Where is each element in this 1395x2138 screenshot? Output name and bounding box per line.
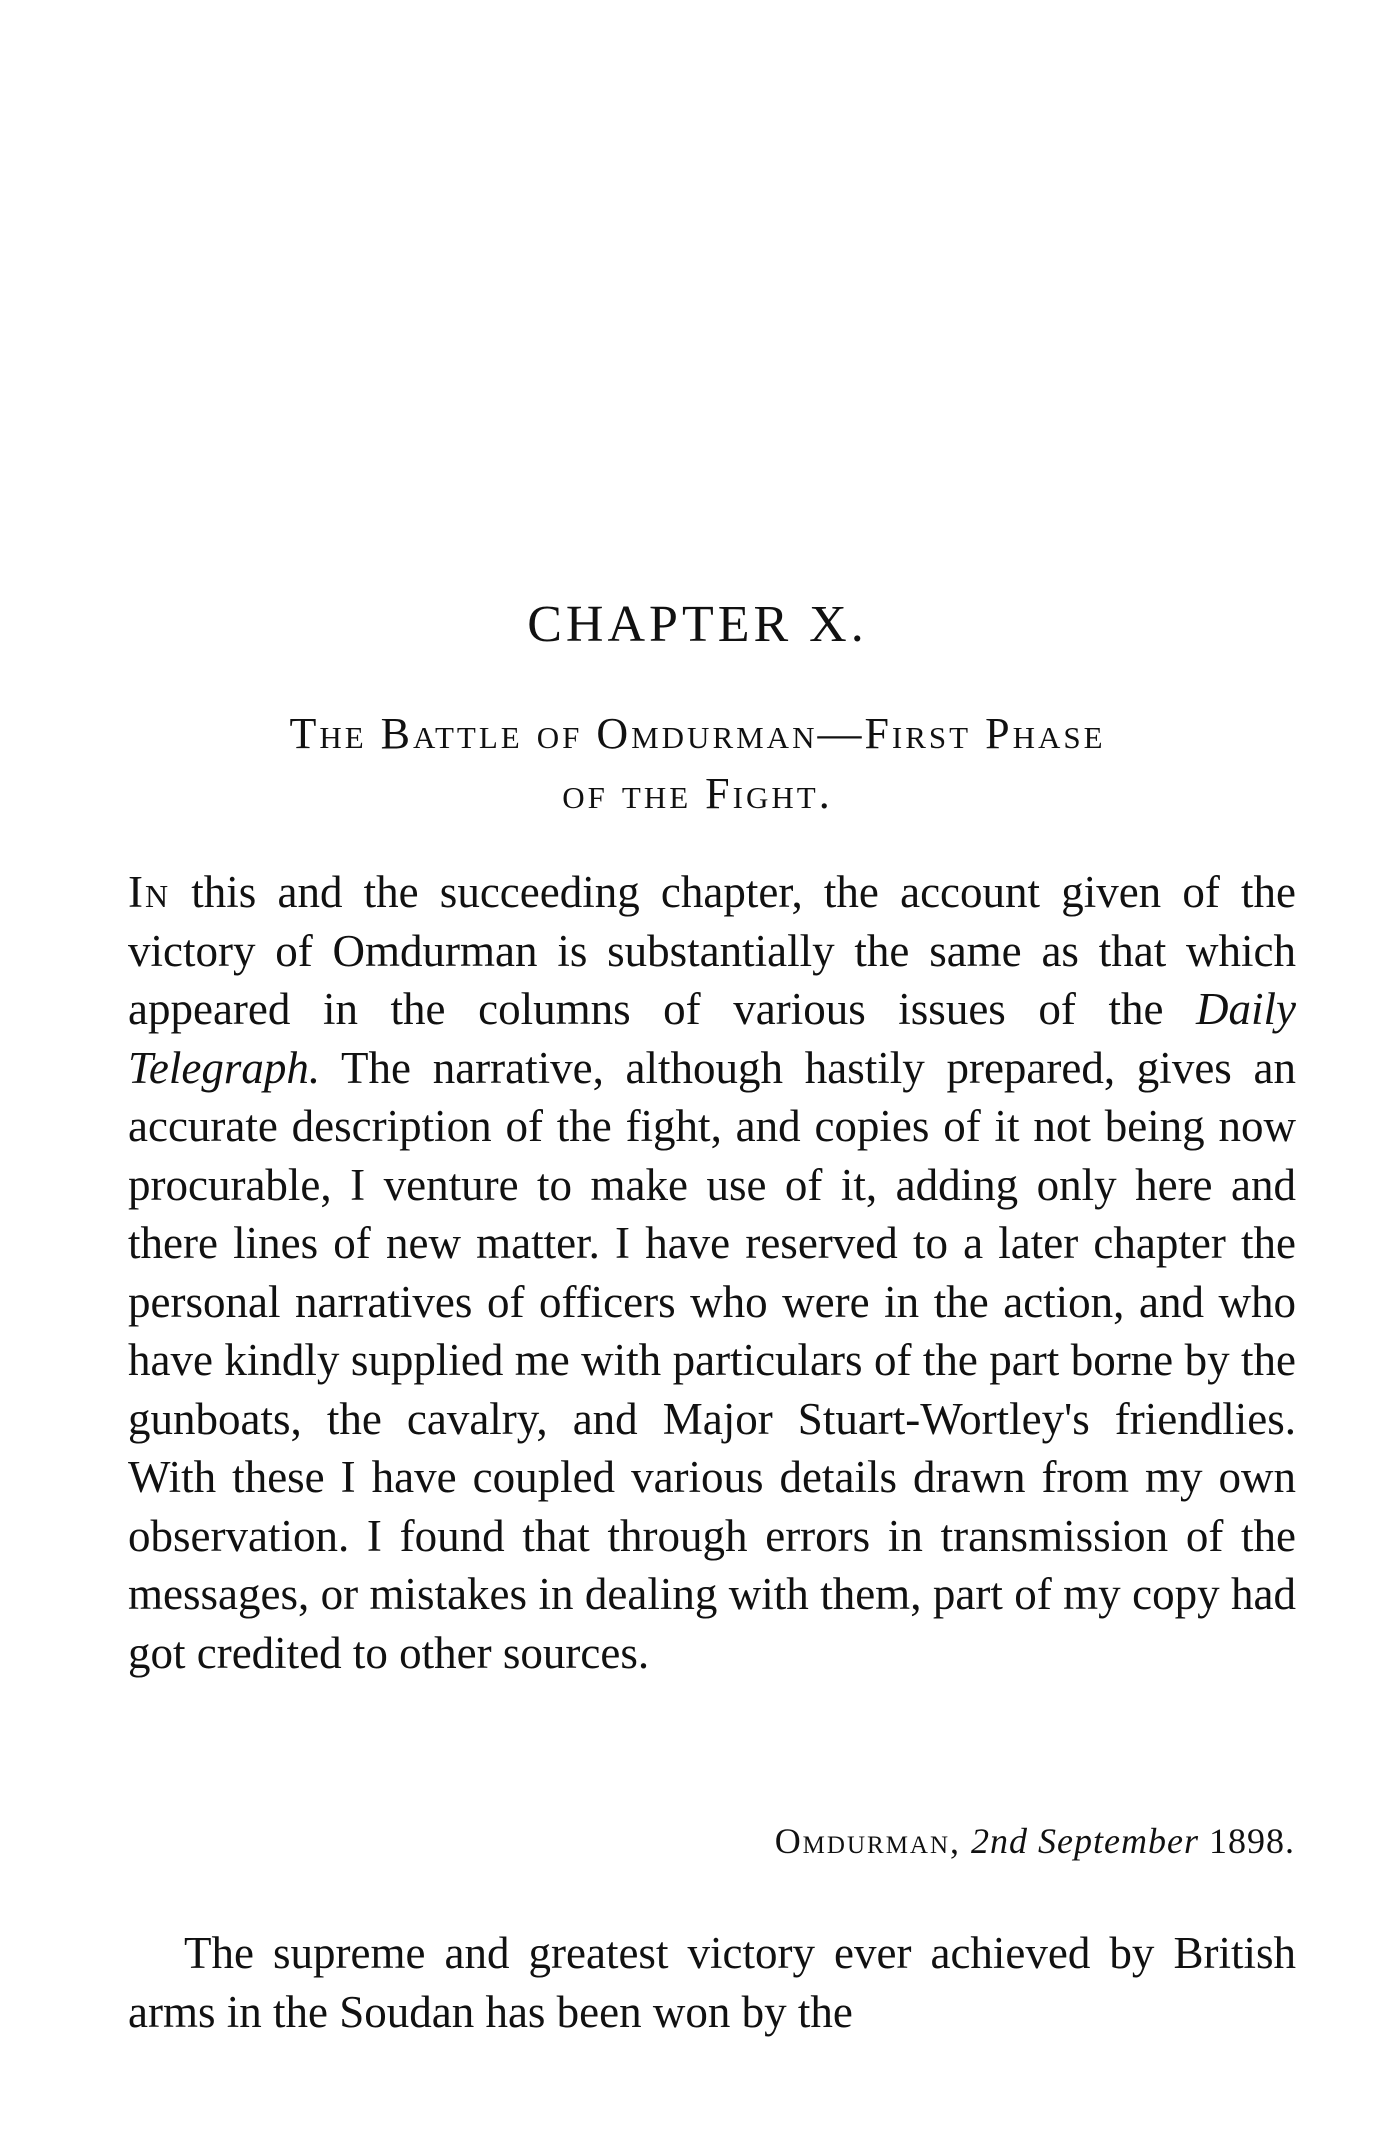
dateline (775, 1820, 1295, 1862)
dateline-place: Omdurman, (774, 1821, 962, 1861)
chapter-subtitle-line-1: The Battle of Omdurman—First Phase (289, 709, 1106, 758)
dateline-year: 1898. (1209, 1821, 1295, 1861)
dispatch-paragraph: The supreme and greatest victory ever achieved by British arms in the Soudan has been won by the (128, 1928, 1296, 2037)
paragraph-text-part-2: The narrative, although hastily prepared, gives an accurate description of the fight, and copies of it not being now procurable, I venture to make use of it, adding only here and there lines of new matter. I have reserved to a later chapter the personal narratives of officers who were in the action, and who have kindly supplied me with particulars of the part borne by the gunboats, the cavalry, and Major Stuart-Wortley's friendlies. With these I have coupled various details drawn from my own observation. I found that through errors in transmission of the messages, or mistakes in dealing with them, part of my copy had got credited to other sources. (128, 1042, 1296, 1678)
chapter-subtitle-line-2: of the Fight. (562, 769, 833, 818)
chapter-title: CHAPTER X. (527, 596, 868, 653)
paragraph-opening-word: In (128, 867, 171, 917)
dateline-date: 2nd September (971, 1821, 1199, 1861)
paragraph-text-part-1: this and the succeeding chapter, the account given of the victory of Omdurman is substantially the same as that which appeared in the columns of various issues of the (128, 867, 1296, 1034)
intro-paragraph (128, 863, 1296, 1682)
newspaper-title: Daily Telegraph. (128, 984, 1296, 1093)
